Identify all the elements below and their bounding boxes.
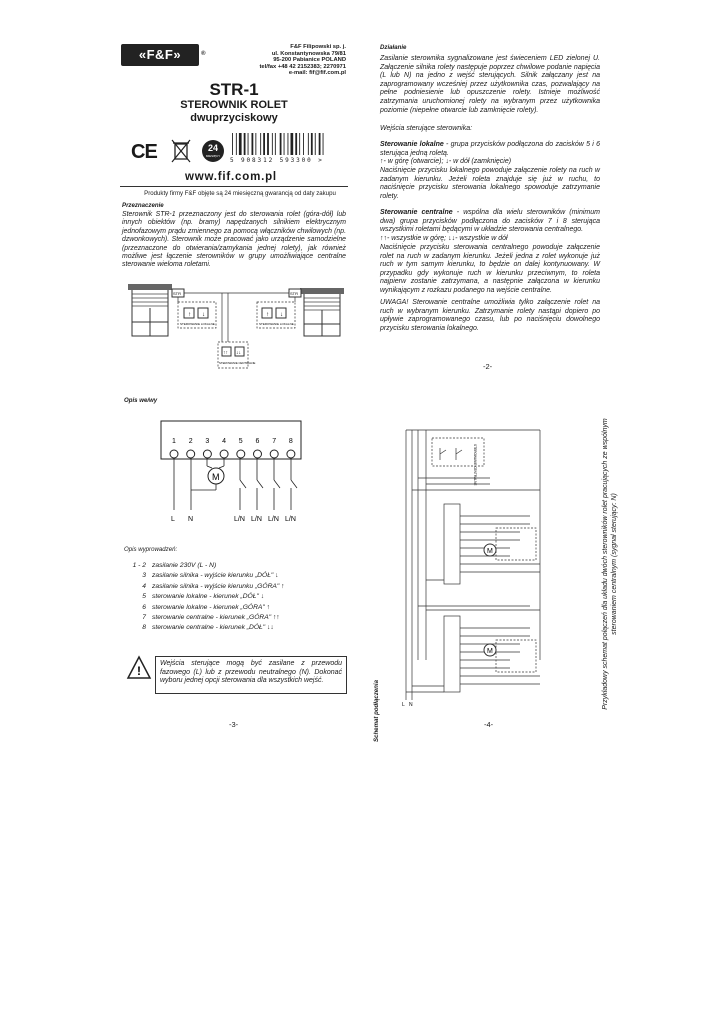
output-row: 4 zasilanie silnika - wyjście kierunku „GÓRA" ↑ xyxy=(142,582,285,590)
svg-text:L/N: L/N xyxy=(285,516,296,523)
barcode-bar xyxy=(315,133,316,155)
barcode-bar xyxy=(244,133,246,155)
purpose-heading: Przeznaczenie xyxy=(122,202,164,209)
svg-text:L/N: L/N xyxy=(268,516,279,523)
terminal-screw xyxy=(254,450,262,458)
terminal-screw xyxy=(237,450,245,458)
svg-text:L: L xyxy=(402,702,405,708)
svg-text:STEROWANIE LOKALNE: STEROWANIE LOKALNE xyxy=(259,322,294,326)
warranty-badge: 24 MIESIĘCY xyxy=(202,140,224,162)
barcode-bar xyxy=(260,133,261,155)
svg-text:↓↓: ↓↓ xyxy=(236,350,241,356)
svg-text:!: ! xyxy=(137,664,141,678)
diagram-caption: Przykładowy schemat połączeń dla układu dwóch sterowników rolet pracujących ze wspólnym sterowaniem centralnym (sygnał sterujący: N) xyxy=(602,418,618,710)
barcode-bar xyxy=(303,133,304,155)
barcode-bar xyxy=(311,133,313,155)
terminal-number: 2 xyxy=(188,438,193,445)
local-control-desc: Naciśnięcie przycisku lokalnego powoduje załączenie rolety na ruch w zadanym kierunku. Jeżeli roleta znajduje się już w ruchu, to naciśnięcie przycisku sterowania lokalnego spowoduje zatrzymanie rolety. xyxy=(380,167,600,200)
warning-icon xyxy=(126,655,152,681)
output-row: 1 - 2 zasilanie 230V (L - N) xyxy=(132,562,217,569)
io-heading: Opis we/wy xyxy=(124,397,158,404)
connection-diagram-heading: Schemat podłączenia xyxy=(373,680,380,742)
terminal-number: 8 xyxy=(288,438,293,445)
svg-text:L/N: L/N xyxy=(234,516,245,523)
barcode-bar xyxy=(232,133,233,155)
ce-mark-icon: CE xyxy=(131,141,157,163)
barcode-bar xyxy=(275,133,276,155)
central-control-desc: Naciśnięcie przycisku sterowania centralnego powoduje załączenie rolet na ruch w zadanym kierunku. Jeżeli jedna z rolet wykonuje już ruch w tym samym kierunku, to będzie on dalej kontynuowany. W przypadku gdy wykonuje ruch w kierunku przeciwnym, to roleta najpierw zostanie zatrzymana, a następnie załączona w kierunku wynikającym z rozkazu podanego na wejście centralne. xyxy=(380,244,600,294)
svg-text:STR: STR xyxy=(290,291,298,296)
terminal-diagram xyxy=(160,418,310,524)
svg-text:STR: STR xyxy=(173,291,181,296)
svg-text:STEROWANIE CENTRALNE: STEROWANIE CENTRALNE xyxy=(473,444,477,486)
group-wiring-diagram xyxy=(122,280,348,374)
svg-text:STEROWANIE LOKALNE: STEROWANIE LOKALNE xyxy=(180,322,215,326)
local-control-text: Sterowanie lokalne - grupa przycisków podłączona do zacisków 5 i 6 sterująca jedną roletą. xyxy=(380,141,600,157)
operation-text: Zasilanie sterownika sygnalizowane jest świeceniem LED zielonej U. Załączenie silnika rolety następuje poprzez chwilowe podanie napięcia (L lub N) na jedno z wejść sterujących. Silnik załączany jest na zaprogramowany wcześniej przez użytkownika czas, pozwalający na pełne podniesienie lub opuszczenie rolety. Istnieje możliwość zatrzymania uruchomionej rolety na wybranym przez użytkownika poziomie (niepełne otwarcie lub zamknięcie rolety). xyxy=(380,55,600,114)
divider xyxy=(120,186,348,187)
warranty-note: Produkty firmy F&F objęte są 24 miesięczną gwarancją od daty zakupu xyxy=(144,190,336,197)
input-warning: Wejścia sterujące mogą być zasilane z przewodu fazowego (L) lub z przewodu neutralnego (N). Dokonać wyboru jednej opcji sterowania dla wszystkich wejść. xyxy=(155,656,347,694)
barcode-bar xyxy=(299,133,300,155)
local-control-keys: ↑- w górę (otwarcie); ↓- w dół (zamknięcie) xyxy=(380,158,512,165)
terminal-number: 1 xyxy=(172,438,176,445)
barcode-bar xyxy=(267,133,269,155)
barcode-bar xyxy=(288,133,289,155)
terminal-screw xyxy=(220,450,228,458)
central-warning: UWAGA! Sterowanie centralne umożliwia tylko załączenie rolet na ruch w wybranym kierunku. Zatrzymanie rolety nastąpi dopiero po upływie zaprogramowanego czasu, lub po naciśnięciu dowolnego przycisku sterowania lokalnego. xyxy=(380,299,600,332)
central-control-keys: ↑↑- wszystkie w górę; ↓↓- wszystkie w dół xyxy=(380,235,508,242)
barcode-bar xyxy=(236,133,237,155)
terminal-number: 6 xyxy=(255,438,260,445)
svg-text:↑↑: ↑↑ xyxy=(223,350,228,356)
barcode-bar xyxy=(252,133,254,155)
barcode-bar xyxy=(319,133,321,155)
barcode-bar xyxy=(291,133,294,155)
company-address: F&F Filipowski sp. j. ul. Konstantynowska 79/81 95-200 Pabianice POLAND tel/fax +48 42 2152383; 2270971 e-mail: fif@fif.com.pl xyxy=(259,44,346,77)
page-number-2: -2- xyxy=(483,362,493,371)
barcode-bar xyxy=(239,133,242,155)
operation-heading: Działanie xyxy=(380,44,407,51)
svg-text:↓: ↓ xyxy=(202,312,205,318)
terminal-screw xyxy=(270,450,278,458)
page-number-3: -3- xyxy=(229,720,239,729)
terminal-number: 7 xyxy=(272,438,277,445)
svg-text:M: M xyxy=(487,548,493,555)
product-subtitle: dwuprzyciskowy xyxy=(190,112,278,124)
purpose-text: Sterownik STR-1 przeznaczony jest do sterowania rolet (góra-dół) lub innych obiektów (np. bramy) napędzanych silnikiem elektrycznym jednofazowym prądu zmiennego za pomocą włączników chwilowych (np. dzwonkowych). Sterownik może pracować jako urządzenie samodzielne (przeznaczone do otwierania/zamykania jednej rolety), jak również możliwe jest łączenie sterowników w grupy umożliwiające centralne sterowanie wieloma roletami. xyxy=(122,211,346,269)
product-name: STEROWNIK ROLET xyxy=(180,99,288,111)
output-row: 5 sterowanie lokalne - kierunek „DÓŁ" ↓ xyxy=(142,593,265,601)
central-control-text: Sterowanie centralne - wspólna dla wielu sterowników (minimum dwa) grupa przycisków podłączona do zacisków 7 i 8 sterująca wszystkimi roletami będącymi w układzie sterowania centralnego. xyxy=(380,209,600,234)
barcode-bar xyxy=(284,133,285,155)
barcode-bar xyxy=(308,133,309,155)
terminal-screw xyxy=(203,450,211,458)
svg-text:N: N xyxy=(409,702,413,708)
barcode-bar xyxy=(272,133,273,155)
output-row: 3 zasilanie silnika - wyjście kierunku „DÓŁ" ↓ xyxy=(142,572,279,580)
terminal-number: 4 xyxy=(222,438,227,445)
weee-bin-icon xyxy=(170,138,192,164)
svg-text:↑: ↑ xyxy=(266,312,269,318)
svg-text:N: N xyxy=(188,516,194,523)
svg-text:↑: ↑ xyxy=(188,312,191,318)
svg-text:L/N: L/N xyxy=(251,516,262,523)
output-row: 8 sterowanie centralne - kierunek „DÓŁ" ↓↓ xyxy=(142,624,274,632)
roller-blind-right-icon xyxy=(300,288,344,336)
svg-text:L: L xyxy=(171,516,175,523)
barcode-bar xyxy=(323,133,324,155)
page-number-4: -4- xyxy=(484,720,494,729)
output-row: 6 sterowanie lokalne - kierunek „GÓRA" ↑ xyxy=(142,603,270,611)
terminal-screw xyxy=(287,450,295,458)
svg-text:M: M xyxy=(487,648,493,655)
output-row: 7 sterowanie centralne - kierunek „GÓRA" ↑↑ xyxy=(142,614,280,621)
inputs-intro: Wejścia sterujące sterownika: xyxy=(380,125,473,132)
barcode: 5 908312 593300 > xyxy=(230,133,348,163)
barcode-bar xyxy=(295,133,297,155)
barcode-bar xyxy=(263,133,265,155)
svg-text:M: M xyxy=(212,472,220,482)
roller-blind-left-icon xyxy=(128,284,172,336)
barcode-bar xyxy=(248,133,249,155)
company-logo: «F&F» ® xyxy=(121,44,199,66)
svg-text:STEROWANIE CENTRALNE: STEROWANIE CENTRALNE xyxy=(219,361,256,365)
website-url: www.fif.com.pl xyxy=(185,171,277,183)
outputs-heading: Opis wyprowadzeń: xyxy=(124,546,178,553)
barcode-bar xyxy=(255,133,256,155)
svg-text:↓: ↓ xyxy=(280,312,283,318)
product-model: STR-1 xyxy=(209,80,259,99)
terminal-screw xyxy=(187,450,195,458)
barcode-bar xyxy=(280,133,282,155)
terminal-number: 3 xyxy=(205,438,210,445)
terminal-number: 5 xyxy=(238,438,243,445)
connection-diagram xyxy=(400,420,550,710)
terminal-screw xyxy=(170,450,178,458)
